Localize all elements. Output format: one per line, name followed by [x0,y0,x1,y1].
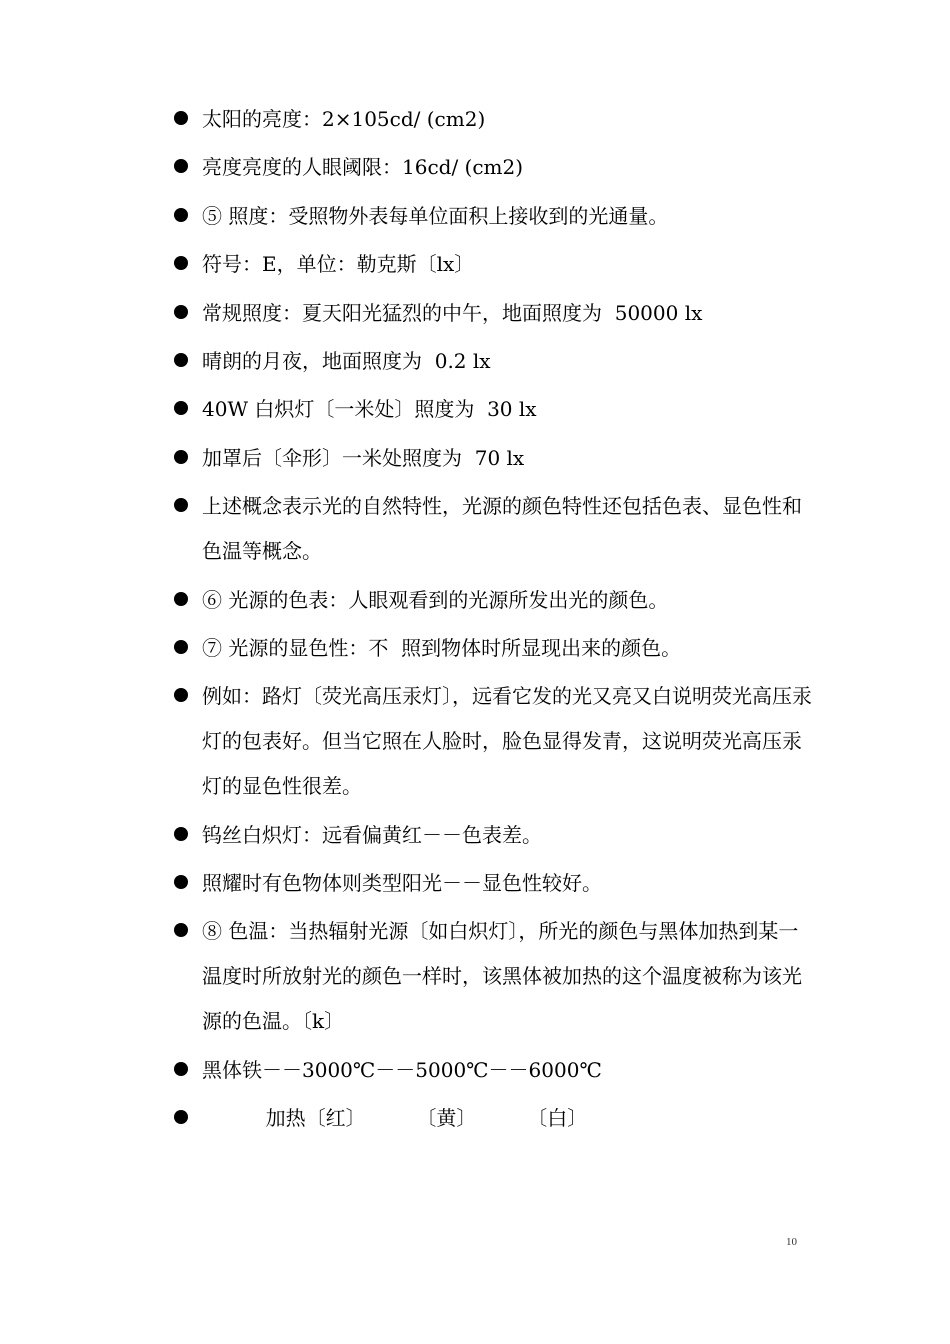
bullet-icon [174,592,188,606]
bullet-icon [174,875,188,889]
bullet-icon [174,159,188,173]
bullet-icon [174,401,188,415]
list-item-text: 加热〔红〕 〔黄〕 〔白〕 [202,1106,588,1131]
list-item [172,1096,812,1141]
list-item [172,194,812,239]
list-item-text: ⑥ 光源的色表：人眼观看到的光源所发出光的颜色。 [202,587,669,612]
list-item-text: ⑤ 照度：受照物外表每单位面积上接收到的光通量。 [202,203,669,228]
list-item [172,242,812,287]
bullet-icon [174,923,188,937]
bullet-icon [174,498,188,512]
list-item-text: 亮度亮度的人眼阈限：16cd/ (cm2) [202,155,524,180]
list-item [172,97,812,142]
list-item [172,861,812,906]
list-item [172,339,812,384]
bullet-list [172,97,812,1145]
list-item-text: 上述概念表示光的自然特性，光源的颜色特性还包括色表、显色性和色温等概念。 [202,494,802,564]
list-item [172,578,812,623]
list-item-text: 黑体铁－－3000℃－－5000℃－－6000℃ [202,1057,602,1082]
list-item-text: 太阳的亮度：2×105cd/ (cm2) [202,107,486,131]
bullet-icon [174,1110,188,1124]
list-item-text: 加罩后〔伞形〕一米处照度为 70 lx [202,445,525,470]
bullet-icon [174,640,188,654]
list-item [172,909,812,1044]
list-item-text: 照耀时有色物体则类型阳光－－显色性较好。 [202,871,602,896]
list-item [172,387,812,432]
bullet-icon [174,111,188,125]
list-item [172,484,812,574]
list-item [172,145,812,190]
bullet-icon [174,208,188,222]
list-item [172,1048,812,1093]
list-item [172,291,812,336]
bullet-icon [174,450,188,464]
list-item-text: 晴朗的月夜，地面照度为 0.2 lx [202,348,491,373]
bullet-icon [174,827,188,841]
list-item-text: 符号：E，单位：勒克斯〔lx〕 [202,252,475,277]
list-item-text: 40W 白炽灯〔一米处〕照度为 30 lx [202,397,537,422]
list-item-text: ⑦ 光源的显色性：不 照到物体时所显现出来的颜色。 [202,635,682,660]
list-item [172,626,812,671]
bullet-icon [174,305,188,319]
bullet-icon [174,1062,188,1076]
list-item [172,674,812,809]
list-item [172,813,812,858]
bullet-icon [174,353,188,367]
page-number: 10 [786,1236,797,1248]
list-item-text: 钨丝白炽灯：远看偏黄红－－色表差。 [202,822,542,847]
list-item-text: 例如：路灯〔荧光高压汞灯〕，远看它发的光又亮又白说明荧光高压汞灯的包表好。但当它照在人脸时，脸色显得发青，这说明荧光高压汞灯的显色性很差。 [202,684,812,799]
list-item-text: 常规照度：夏天阳光猛烈的中午，地面照度为 50000 lx [202,300,703,325]
bullet-icon [174,688,188,702]
list-item-text: ⑧ 色温：当热辐射光源〔如白炽灯〕，所光的颜色与黑体加热到某一温度时所放射光的颜色一样时，该黑体被加热的这个温度被称为该光源的色温。〔k〕 [202,919,802,1034]
bullet-icon [174,256,188,270]
list-item [172,436,812,481]
